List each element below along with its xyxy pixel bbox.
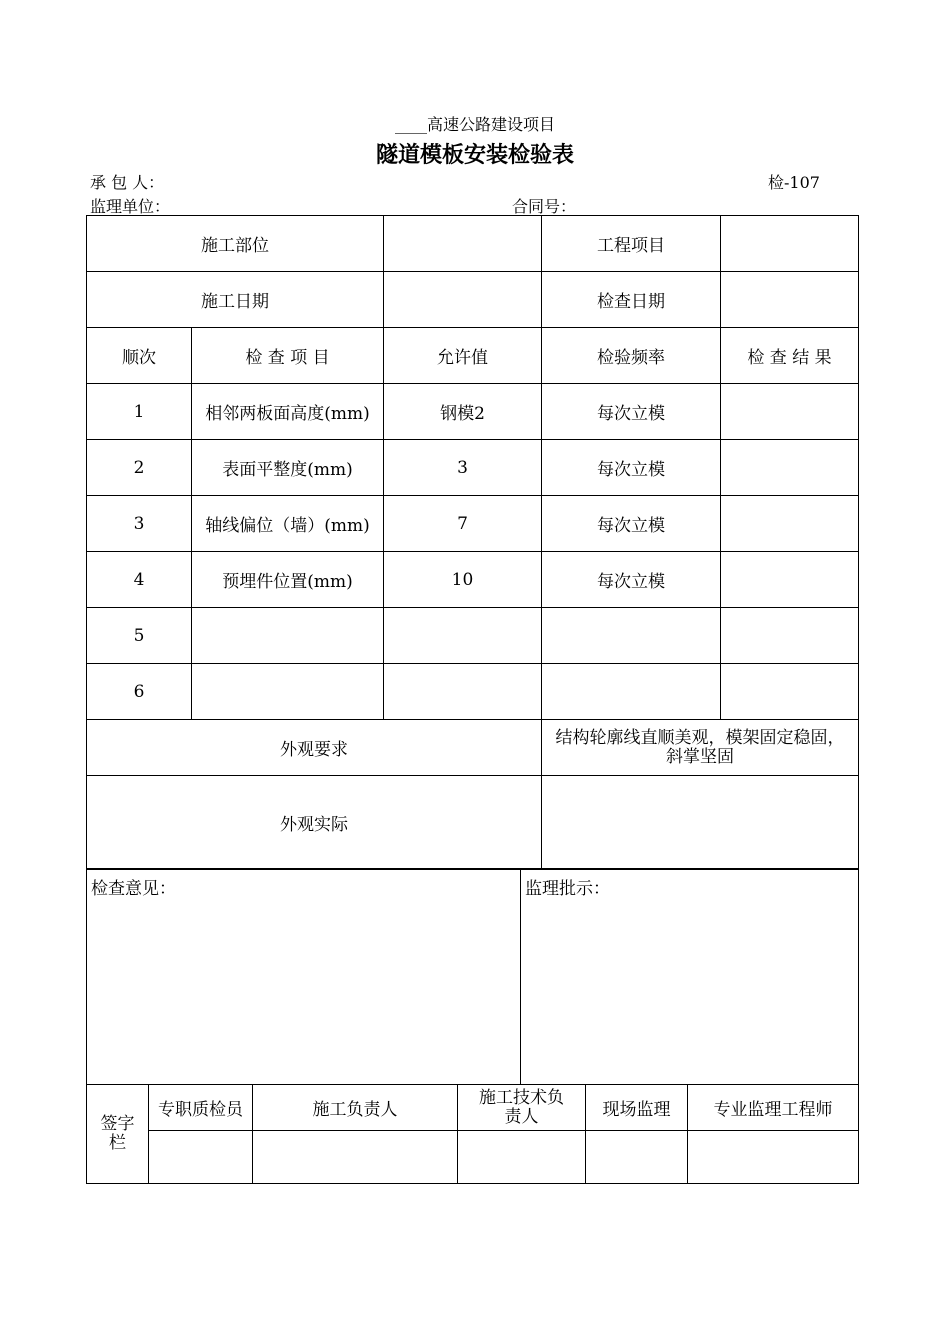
- signature-cell[interactable]: [688, 1131, 859, 1184]
- table-row: [87, 440, 859, 496]
- row-no: 1: [87, 384, 192, 440]
- row-frequency[interactable]: [542, 608, 721, 664]
- row-result[interactable]: [721, 552, 859, 608]
- supervision-instruction[interactable]: [521, 870, 859, 1085]
- column-header: 检验频率: [542, 328, 721, 384]
- row-result[interactable]: [721, 440, 859, 496]
- row-item[interactable]: [192, 608, 384, 664]
- row-frequency: 每次立模: [542, 552, 721, 608]
- row-allowed[interactable]: [384, 608, 542, 664]
- contractor-label: 承 包 人：: [90, 173, 165, 192]
- supervisor-label: 监理单位：: [90, 197, 171, 216]
- inspection-date-value[interactable]: [721, 272, 859, 328]
- construction-date-label: 施工日期: [87, 272, 384, 328]
- project-line: ____高速公路建设项目: [394, 115, 555, 134]
- construction-part-value[interactable]: [384, 216, 542, 272]
- row-frequency: 每次立模: [542, 496, 721, 552]
- row-item: 表面平整度(mm): [192, 440, 384, 496]
- row-no: 5: [87, 608, 192, 664]
- engineering-item-label: 工程项目: [542, 216, 721, 272]
- opinions-table: [86, 869, 859, 1085]
- signature-label: 签字栏: [87, 1085, 149, 1184]
- table-row: [87, 384, 859, 440]
- table-row: [87, 608, 859, 664]
- signature-cell[interactable]: [458, 1131, 586, 1184]
- role-site-supervisor: 现场监理: [586, 1085, 688, 1131]
- contract-no-label: 合同号：: [512, 197, 577, 216]
- supervision-instruction-label: 监理批示：: [525, 879, 610, 899]
- row-no: 3: [87, 496, 192, 552]
- page-title: 隧道模板安装检验表: [375, 142, 574, 168]
- signature-cell[interactable]: [253, 1131, 458, 1184]
- inspection-table: [86, 215, 859, 869]
- role-quality-inspector: 专职质检员: [149, 1085, 253, 1131]
- row-item: 轴线偏位（墙）(mm): [192, 496, 384, 552]
- row-no: 2: [87, 440, 192, 496]
- appearance-actual-label: 外观实际: [87, 776, 542, 869]
- row-allowed: 10: [384, 552, 542, 608]
- signature-cell[interactable]: [149, 1131, 253, 1184]
- row-result[interactable]: [721, 608, 859, 664]
- row-frequency[interactable]: [542, 664, 721, 720]
- row-result[interactable]: [721, 664, 859, 720]
- row-frequency: 每次立模: [542, 440, 721, 496]
- row-allowed: 3: [384, 440, 542, 496]
- row-no: 6: [87, 664, 192, 720]
- role-construction-lead: 施工负责人: [253, 1085, 458, 1131]
- inspection-opinion[interactable]: [87, 870, 521, 1085]
- row-no: 4: [87, 552, 192, 608]
- row-allowed[interactable]: [384, 664, 542, 720]
- row-result[interactable]: [721, 496, 859, 552]
- row-allowed: 7: [384, 496, 542, 552]
- signature-cell[interactable]: [586, 1131, 688, 1184]
- engineering-item-value[interactable]: [721, 216, 859, 272]
- table-row: [87, 496, 859, 552]
- appearance-actual-value[interactable]: [542, 776, 859, 869]
- inspection-date-label: 检查日期: [542, 272, 721, 328]
- row-result[interactable]: [721, 384, 859, 440]
- form-code: 检-107: [768, 173, 820, 192]
- row-allowed: 钢模2: [384, 384, 542, 440]
- table-row: [87, 552, 859, 608]
- construction-part-label: 施工部位: [87, 216, 384, 272]
- column-header: 检 查 项 目: [192, 328, 384, 384]
- column-header: 允许值: [384, 328, 542, 384]
- table-row: [87, 664, 859, 720]
- role-technical-lead: 施工技术负责人: [458, 1085, 586, 1131]
- row-item: 相邻两板面高度(mm): [192, 384, 384, 440]
- appearance-requirement-value: 结构轮廓线直顺美观，模架固定稳固，斜掌坚固: [542, 720, 859, 776]
- column-header: 检 查 结 果: [721, 328, 859, 384]
- row-item: 预埋件位置(mm): [192, 552, 384, 608]
- role-supervision-engineer: 专业监理工程师: [688, 1085, 859, 1131]
- column-header: 顺次: [87, 328, 192, 384]
- row-item[interactable]: [192, 664, 384, 720]
- construction-date-value[interactable]: [384, 272, 542, 328]
- appearance-requirement-label: 外观要求: [87, 720, 542, 776]
- table-header-row: [87, 328, 859, 384]
- inspection-opinion-label: 检查意见：: [91, 879, 176, 899]
- signature-table: [86, 1084, 859, 1184]
- row-frequency: 每次立模: [542, 384, 721, 440]
